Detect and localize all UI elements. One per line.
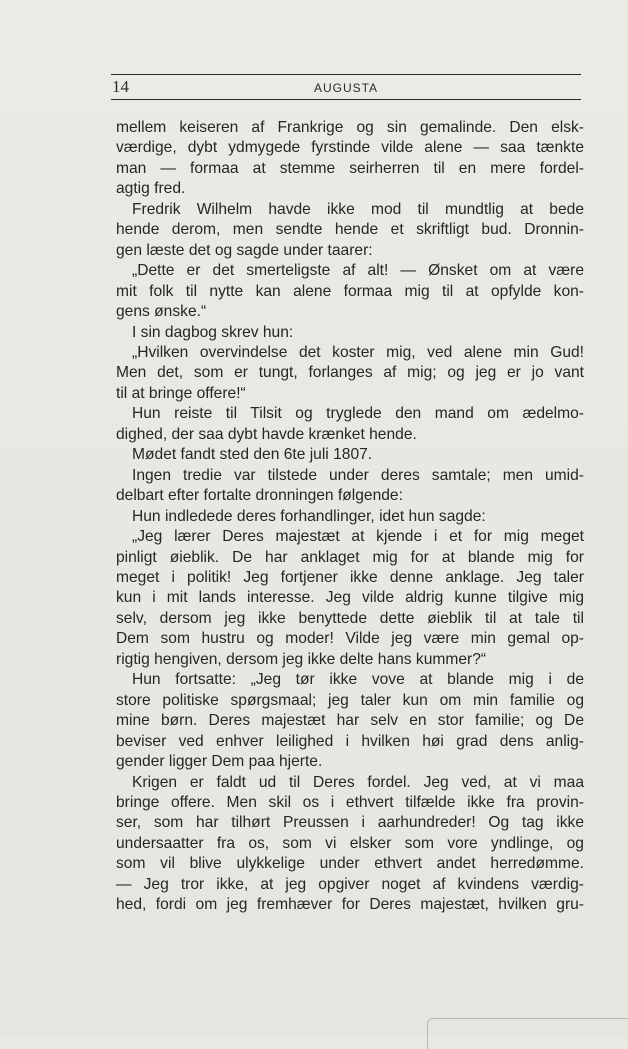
text-line: Hun reiste til Tilsit og tryglede den mand om ædelmo-	[132, 405, 584, 423]
text-line: Hun indledede deres forhandlinger, idet hun sagde:	[132, 507, 486, 525]
text-line: selv, dersom jeg ikke benyttede dette øieblik til at tale til	[116, 609, 584, 627]
text-line: Mødet fandt sted den 6te juli 1807.	[132, 446, 373, 464]
text-line: bringe offere. Men skil os i ethvert tilfælde ikke fra provin-	[116, 793, 584, 811]
body-text	[116, 118, 584, 916]
text-line: Krigen er faldt ud til Deres fordel. Jeg ved, at vi maa	[132, 773, 584, 791]
text-line: meget i politik! Jeg fortjener ikke denne anklage. Jeg taler	[116, 568, 584, 586]
text-line: „Hvilken overvindelse det koster mig, ved alene min Gud!	[132, 343, 584, 361]
text-line: ser, som har tilhørt Preussen i aarhundreder! Og tag ikke	[116, 814, 584, 832]
text-line: Fredrik Wilhelm havde ikke mod til mundtlig at bede	[132, 200, 584, 218]
text-line: man — formaa at stemme seirherren til en mere fordel-	[116, 159, 584, 177]
text-line: kun i mit lands interesse. Jeg vilde aldrig kunne tilgive mig	[116, 589, 584, 607]
text-line: værdige, dybt ydmygede fyrstinde vilde alene — saa tænkte	[116, 139, 584, 157]
text-line: rigtig hengiven, dersom jeg ikke delte hans kummer?“	[116, 650, 487, 668]
text-line: mellem keiseren af Frankrige og sin gemalinde. Den elsk-	[116, 119, 584, 136]
text-line: dighed, der saa dybt havde krænket hende.	[116, 425, 417, 443]
text-line: pinligt øieblik. De har anklaget mig for at blande mig for	[116, 548, 584, 566]
text-line: undersaatter fra os, som vi elsker som vore yndlinge, og	[116, 834, 584, 852]
text-line: som vil blive ulykkelige under ethvert andet herredømme.	[116, 855, 584, 873]
text-line: gender ligger Dem paa hjerte.	[116, 753, 323, 771]
text-line: Men det, som er tungt, forlanges af mig; og jeg er jo vant	[116, 364, 584, 382]
text-line: Ingen tredie var tilstede under deres samtale; men umid-	[132, 466, 584, 484]
text-line: mit folk til nytte kan alene formaa mig til at opfylde kon-	[116, 282, 584, 300]
running-title: AUGUSTA	[313, 81, 379, 95]
text-line: — Jeg tror ikke, at jeg opgiver noget af kvindens værdig-	[116, 875, 584, 893]
text-line: hende derom, men sendte hende et skriftligt bud. Dronnin-	[116, 221, 584, 239]
text-line: til at bringe offere!“	[116, 384, 246, 402]
text-line: delbart efter fortalte dronningen følgende:	[116, 487, 403, 505]
text-line: I sin dagbog skrev hun:	[132, 323, 294, 341]
page-header	[111, 74, 581, 100]
page-number: 14	[112, 77, 129, 96]
text-line: beviser ved enhver leilighed i hvilken høi grad dens anlig-	[116, 732, 584, 750]
text-line: gens ønske.“	[116, 303, 207, 321]
text-line: gen læste det og sagde under taarer:	[116, 241, 373, 259]
text-line: „Jeg lærer Deres majestæt at kjende i et for mig meget	[132, 528, 584, 546]
text-line: Dem som hustru og moder! Vilde jeg være min gemal op-	[116, 630, 584, 648]
text-line: store politiske spørgsmaal; jeg taler kun om min familie og	[116, 691, 584, 709]
text-line: „Dette er det smerteligste af alt! — Ønsket om at være	[132, 262, 584, 280]
text-line: hed, fordi om jeg fremhæver for Deres majestæt, hvilken gru-	[116, 896, 584, 914]
page-corner-edge	[427, 1018, 628, 1049]
text-line: Hun fortsatte: „Jeg tør ikke vove at blande mig i de	[132, 671, 584, 689]
text-line: agtig fred.	[116, 180, 186, 198]
text-line: mine børn. Deres majestæt har selv en stor familie; og De	[116, 712, 584, 730]
